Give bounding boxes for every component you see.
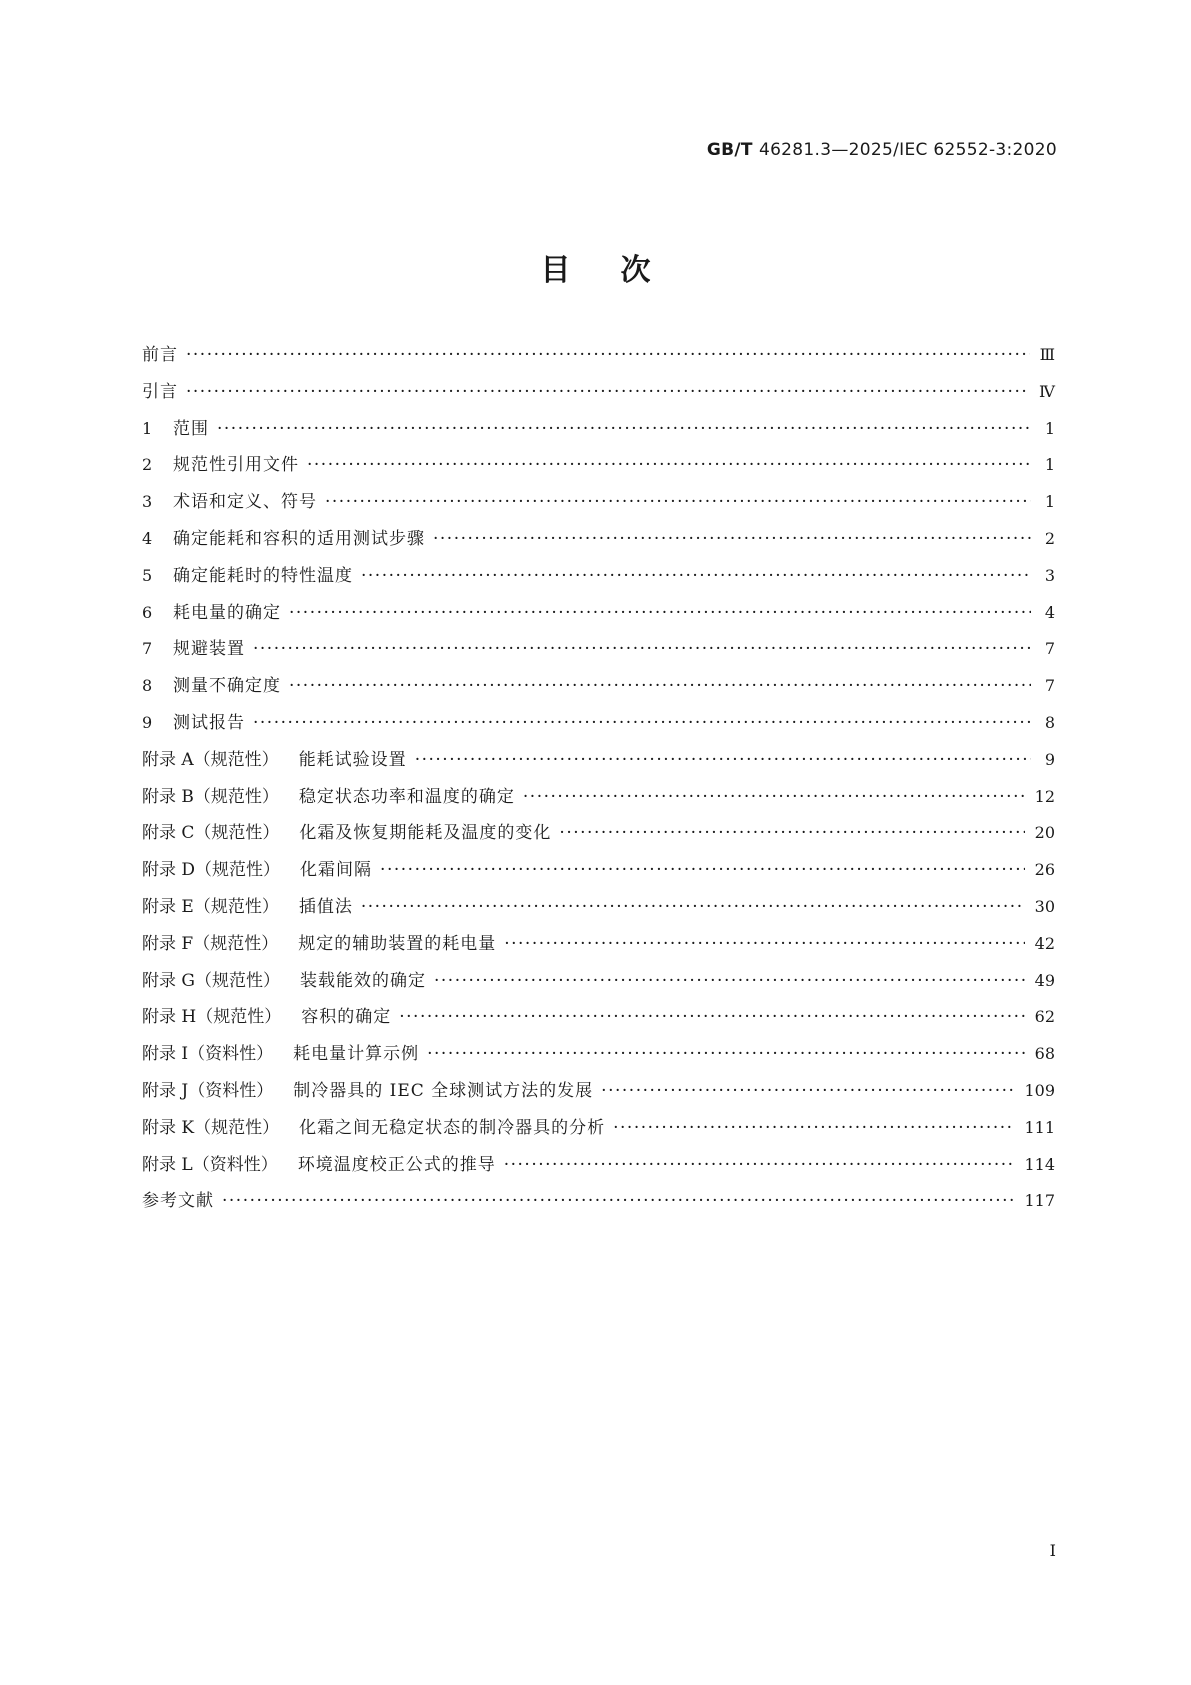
toc-entry-number: 7 (142, 639, 153, 659)
toc-entry[interactable] (142, 450, 1055, 487)
toc-entry-page: 8 (1044, 712, 1055, 732)
toc-entry-page: 20 (1034, 823, 1055, 843)
toc-entry[interactable] (142, 1113, 1055, 1150)
toc-entry[interactable] (142, 1002, 1055, 1039)
toc-entry-annex: 附录 C（规范性） (142, 823, 280, 844)
toc-entry-label: 范围 (173, 418, 209, 439)
page-number: Ⅰ (1049, 1541, 1056, 1560)
toc-entry[interactable] (142, 708, 1055, 745)
standard-prefix: GB/T (706, 140, 753, 160)
toc-leader-dots (380, 860, 1025, 880)
toc-leader-dots (504, 1155, 1015, 1175)
toc-entry-label: 耗电量的确定 (173, 602, 281, 623)
toc-entry-page: 68 (1034, 1044, 1055, 1064)
toc-entry-label: 化霜及恢复期能耗及温度的变化 (299, 823, 552, 844)
toc-leader-dots (434, 971, 1025, 991)
toc-entry[interactable] (142, 966, 1055, 1003)
toc-leader-dots (307, 455, 1031, 475)
toc-entry[interactable] (142, 414, 1055, 451)
toc-entry-page: 49 (1034, 970, 1055, 990)
toc-entry[interactable] (142, 1039, 1055, 1076)
toc-entry-number: 9 (142, 712, 153, 732)
toc-entry-annex: 附录 H（规范性） (142, 1007, 282, 1028)
standard-number (707, 140, 1057, 160)
toc-title: 目次 (540, 253, 701, 288)
toc-entry-page: 1 (1044, 492, 1055, 512)
toc-entry-page: 4 (1044, 602, 1055, 622)
toc-entry[interactable] (142, 782, 1055, 819)
toc-entry-page: 117 (1024, 1191, 1055, 1211)
toc-entry[interactable] (142, 377, 1055, 414)
toc-entry[interactable] (142, 487, 1055, 524)
toc-entry-label: 规范性引用文件 (173, 455, 299, 476)
toc-entry-page: 1 (1044, 455, 1055, 475)
toc-leader-dots (399, 1007, 1024, 1027)
toc-entry-label: 化霜之间无稳定状态的制冷器具的分析 (299, 1117, 606, 1138)
toc-leader-dots (361, 897, 1025, 917)
toc-entry-label: 装载能效的确定 (299, 970, 426, 991)
toc-leader-dots (253, 713, 1031, 733)
toc-entry[interactable] (142, 892, 1055, 929)
toc-entry-label: 测量不确定度 (173, 676, 281, 697)
toc-entry-label: 确定能耗时的特性温度 (173, 565, 353, 586)
toc-entry-annex: 附录 D（规范性） (142, 860, 281, 881)
toc-leader-dots (186, 345, 1030, 365)
table-of-contents (142, 340, 1055, 1223)
toc-entry-page: 114 (1024, 1154, 1055, 1174)
toc-entry-label: 引言 (142, 381, 178, 402)
toc-entry-page: 7 (1044, 676, 1055, 696)
toc-entry-page: Ⅳ (1039, 381, 1055, 401)
toc-leader-dots (559, 823, 1024, 843)
toc-entry-page: 42 (1034, 933, 1055, 953)
toc-leader-dots (186, 382, 1029, 402)
toc-entry-label: 制冷器具的 IEC 全球测试方法的发展 (293, 1080, 594, 1101)
toc-entry-annex: 附录 J（资料性） (142, 1080, 274, 1101)
toc-entry-label: 容积的确定 (301, 1007, 392, 1028)
toc-entry-annex: 附录 K（规范性） (142, 1117, 280, 1138)
toc-entry-label: 化霜间隔 (300, 860, 373, 881)
toc-entry-label: 术语和定义、符号 (173, 492, 317, 513)
toc-leader-dots (253, 639, 1031, 659)
toc-entry-number: 2 (142, 455, 153, 475)
toc-entry[interactable] (142, 1150, 1055, 1187)
toc-leader-dots (415, 750, 1031, 770)
toc-entry-page: Ⅲ (1039, 345, 1055, 364)
toc-entry-page: 26 (1034, 860, 1055, 880)
toc-entry-annex: 附录 A（规范性） (142, 749, 279, 770)
toc-entry-page: 62 (1034, 1007, 1055, 1027)
toc-entry-label: 参考文献 (142, 1191, 214, 1212)
toc-entry-page: 12 (1034, 786, 1055, 806)
toc-entry[interactable] (142, 671, 1055, 708)
toc-leader-dots (361, 566, 1031, 586)
toc-entry-label: 规定的辅助装置的耗电量 (298, 933, 497, 954)
toc-entry-number: 1 (142, 418, 153, 438)
toc-entry-label: 测试报告 (173, 712, 245, 733)
toc-entry-annex: 附录 B（规范性） (142, 786, 279, 807)
toc-entry-page: 2 (1044, 528, 1055, 548)
toc-entry[interactable] (142, 340, 1055, 377)
toc-entry-number: 4 (142, 528, 153, 548)
toc-entry[interactable] (142, 524, 1055, 561)
toc-entry[interactable] (142, 929, 1055, 966)
toc-entry[interactable] (142, 634, 1055, 671)
toc-entry[interactable] (142, 855, 1055, 892)
toc-entry[interactable] (142, 745, 1055, 782)
toc-leader-dots (427, 1044, 1025, 1064)
toc-entry-label: 耗电量计算示例 (293, 1044, 420, 1065)
toc-leader-dots (504, 934, 1024, 954)
toc-entry-page: 9 (1044, 749, 1055, 769)
toc-entry[interactable] (142, 561, 1055, 598)
toc-entry-page: 111 (1024, 1117, 1055, 1137)
toc-entry-page: 30 (1034, 896, 1055, 916)
toc-entry-annex: 附录 I（资料性） (142, 1044, 274, 1065)
toc-entry[interactable] (142, 1186, 1055, 1223)
toc-leader-dots (613, 1118, 1014, 1138)
toc-entry-label: 稳定状态功率和温度的确定 (298, 786, 515, 807)
toc-entry-annex: 附录 G（规范性） (142, 970, 280, 991)
toc-leader-dots (325, 492, 1031, 512)
toc-entry-label: 插值法 (298, 896, 353, 917)
toc-entry-label: 确定能耗和容积的适用测试步骤 (173, 528, 425, 549)
toc-entry-annex: 附录 F（规范性） (142, 933, 279, 954)
toc-leader-dots (222, 1191, 1014, 1211)
toc-entry-label: 环境温度校正公式的推导 (297, 1154, 496, 1175)
toc-entry-label: 规避装置 (173, 639, 245, 660)
toc-entry-label: 前言 (142, 345, 178, 365)
toc-leader-dots (289, 676, 1031, 696)
toc-entry[interactable] (142, 818, 1055, 855)
toc-entry-annex: 附录 L（资料性） (142, 1154, 278, 1175)
toc-leader-dots (601, 1081, 1014, 1101)
toc-leader-dots (523, 787, 1025, 807)
toc-entry-label: 能耗试验设置 (298, 749, 407, 770)
toc-leader-dots (289, 603, 1031, 623)
toc-entry-page: 3 (1044, 565, 1055, 585)
toc-entry-number: 8 (142, 676, 153, 696)
toc-leader-dots (433, 529, 1031, 549)
toc-entry[interactable] (142, 598, 1055, 635)
toc-entry-number: 3 (142, 492, 153, 512)
toc-entry-number: 6 (142, 602, 153, 622)
toc-entry-page: 1 (1044, 418, 1055, 438)
toc-entry[interactable] (142, 1076, 1055, 1113)
toc-leader-dots (217, 419, 1031, 439)
toc-entry-number: 5 (142, 565, 153, 585)
toc-entry-page: 109 (1024, 1080, 1055, 1100)
toc-entry-annex: 附录 E（规范性） (142, 896, 279, 917)
toc-entry-page: 7 (1044, 639, 1055, 659)
standard-suffix: 46281.3—2025/IEC 62552-3:2020 (758, 140, 1057, 160)
